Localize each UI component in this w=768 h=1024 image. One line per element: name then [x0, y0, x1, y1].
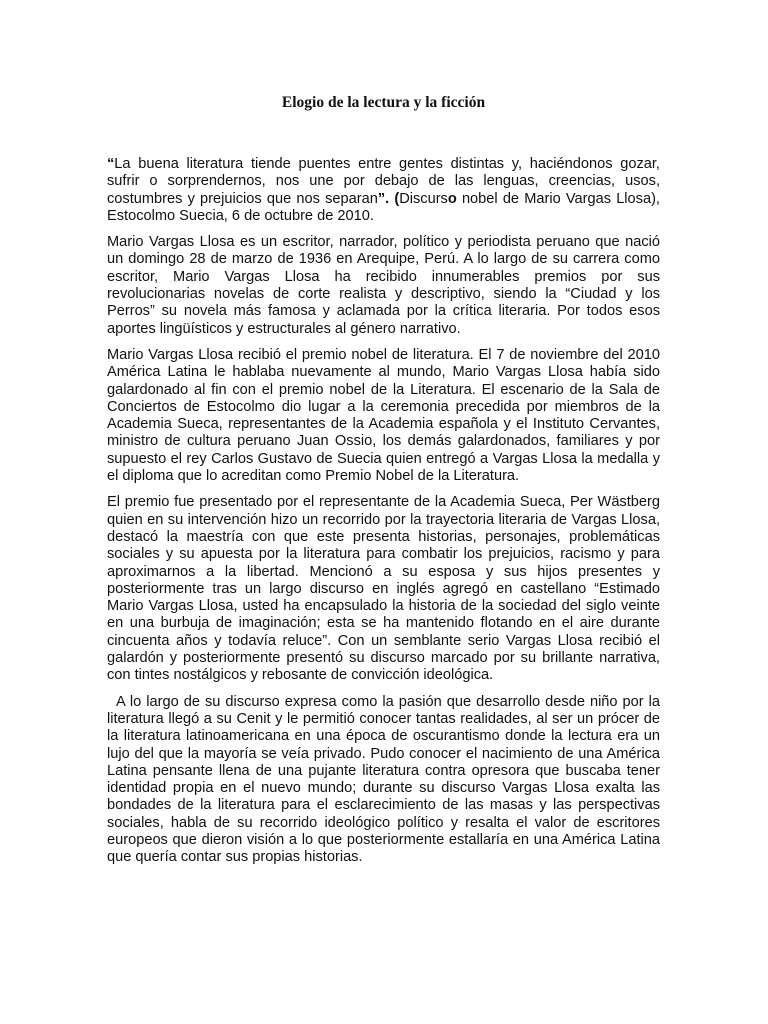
paragraph-discourse: A lo largo de su discurso expresa como la pasión que desarrollo desde niño por la literatura llegó a su Cenit y le permitió conocer tantas realidades, al ser un prócer de la literatura latinoamericana en una época de oscurantismo donde la lectura era un lujo del que la mayoría se veía privado. Pudo conocer el nacimiento de una América Latina pensante llena de una pujante literatura contra opresora que buscaba tener identidad propia en el nuevo mundo; durante su discurso Vargas Llosa exalta las bondades de la literatura para el esclarecimiento de las masas y las perspectivas sociales, habla de su recorrido ideológico político y resalta el valor de escritores europeos que dieron visión a lo que posteriormente estallaría en una América Latina que quería contar sus propias historias. [107, 693, 660, 866]
quote-source-prefix: Discurs [399, 190, 448, 207]
document-title: Elogio de la lectura y la ficción [281, 94, 486, 111]
paragraph-nobel-ceremony: Mario Vargas Llosa recibió el premio nobel de literatura. El 7 de noviembre del 2010 América Latina le hablaba nuevamente al mundo, Mario Vargas Llosa había sido galardonado al fin con el premio nobel de la Literatura. El escenario de la Sala de Conciertos de Estocolmo dio lugar a la ceremonia precedida por miembros de la Academia Sueca, representantes de la Academia española y el Instituto Cervantes, ministro de cultura peruano Juan Ossio, los demás galardonados, familiares y por supuesto el rey Carlos Gustavo de Suecia quien entregó a Vargas Llosa la medalla y el diploma que lo acreditan como Premio Nobel de la Literatura. [107, 346, 660, 485]
opening-quote-paragraph [107, 156, 660, 225]
paragraph-biography: Mario Vargas Llosa es un escritor, narrador, político y periodista peruano que nació un domingo 28 de marzo de 1936 en Arequipe, Perú. A lo largo de su carrera como escritor, Mario Vargas Llosa ha recibido innumerables premios por sus revolucionarias novelas de corte realista y descriptivo, siendo la “Ciudad y los Perros” su novela más famosa y aclamada por la crítica literaria. Por todos esos aportes lingüísticos y estructurales al género narrativo. [107, 234, 660, 337]
document-page [107, 94, 660, 876]
quote-source-bold-letter: o [447, 190, 457, 207]
paragraph-presentation: El premio fue presentado por el representante de la Academia Sueca, Per Wästberg quien en su intervención hizo un recorrido por la trayectoria literaria de Vargas Llosa, destacó la maestría con que este presenta historias, personajes, problemáticas sociales y su apuesta por la literatura para combatir los prejuicios, racismo y para aproximarnos a la libertad. Mencionó a su esposa y sus hijos presentes y posteriormente tras un largo discurso en inglés agregó en castellano “Estimado Mario Vargas Llosa, usted ha encapsulado la historia de la sociedad del siglo veinte en una burbuja de imaginación; esta se ha mantenido flotando en el aire durante cincuenta años y todavía reluce”. Con un semblante serio Vargas Llosa recibió el galardón y posteriormente presentó su discurso marcado por su brillante narrativa, con tintes nostálgicos y rebosante de convicción ideológica. [107, 494, 660, 684]
quote-open-mark: “ [107, 156, 115, 172]
quote-close-mark: ”. ( [377, 190, 400, 207]
quote-source-rest: nobel de Mario Vargas Llosa), Estocolmo Suecia, 6 de octubre de 2010. [107, 190, 660, 224]
quote-text: La buena literatura tiende puentes entre gentes distintas y, haciéndonos gozar, sufrir o sorprendernos, nos une por debajo de las lenguas, creencias, usos, costumbres y prejuicios que nos separan [107, 156, 660, 207]
